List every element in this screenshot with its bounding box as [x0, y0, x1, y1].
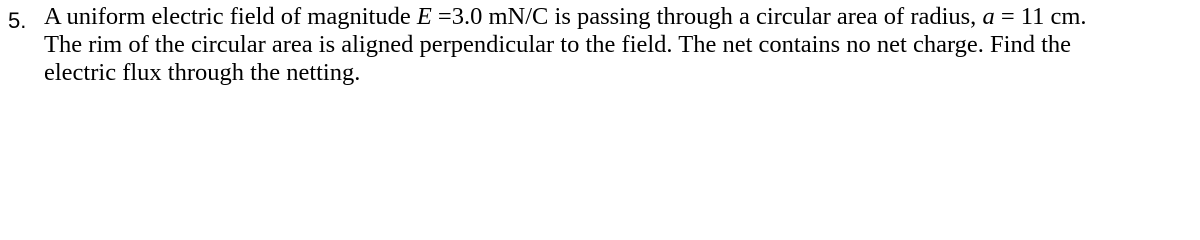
- text-segment: A uniform electric field of magnitude: [44, 3, 417, 30]
- problem-text: [44, 3, 1194, 87]
- problem-line-2: The rim of the circular area is aligned perpendicular to the field. The net contains no net charge. Find the: [44, 31, 1072, 58]
- text-segment: =3.0 mN/C is passing through a circular area of radius,: [431, 3, 983, 30]
- problem-number: 5.: [8, 8, 27, 33]
- variable-E: E: [416, 3, 432, 30]
- problem-line-3: electric flux through the netting.: [44, 59, 361, 86]
- text-segment: = 11 cm.: [994, 3, 1087, 30]
- variable-a: a: [982, 3, 995, 30]
- problem-line-1: [44, 3, 1194, 31]
- problem-5: [0, 0, 1200, 110]
